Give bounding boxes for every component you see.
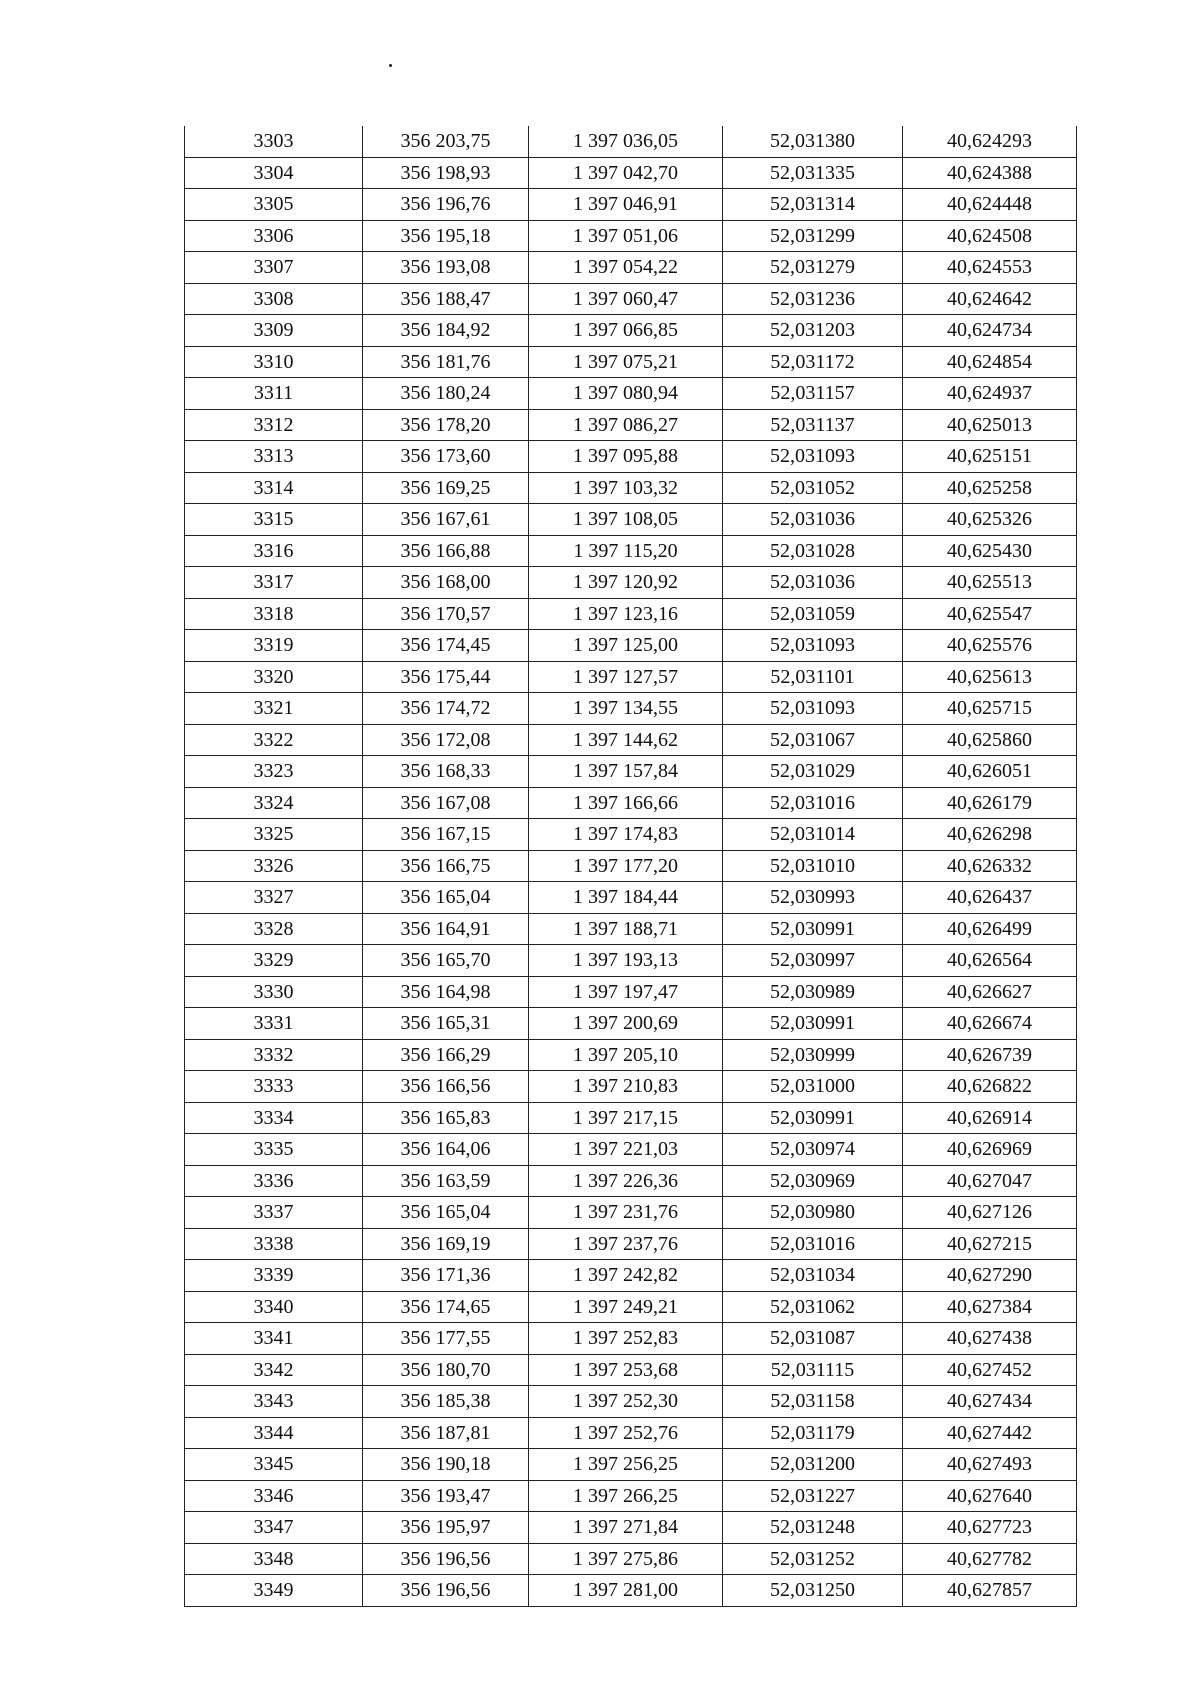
longitude-cell: 40,624388 xyxy=(903,157,1077,189)
table-row xyxy=(185,504,1077,536)
longitude-cell: 40,625513 xyxy=(903,567,1077,599)
table-row xyxy=(185,1260,1077,1292)
x-coordinate-cell: 356 177,55 xyxy=(363,1323,529,1355)
latitude-cell: 52,031036 xyxy=(723,567,903,599)
table-row xyxy=(185,1134,1077,1166)
longitude-cell: 40,625576 xyxy=(903,630,1077,662)
x-coordinate-cell: 356 196,76 xyxy=(363,189,529,221)
longitude-cell: 40,627215 xyxy=(903,1228,1077,1260)
y-coordinate-cell: 1 397 249,21 xyxy=(529,1291,723,1323)
latitude-cell: 52,031016 xyxy=(723,787,903,819)
table-row xyxy=(185,913,1077,945)
y-coordinate-cell: 1 397 066,85 xyxy=(529,315,723,347)
point-number-cell: 3338 xyxy=(185,1228,363,1260)
point-number-cell: 3311 xyxy=(185,378,363,410)
x-coordinate-cell: 356 187,81 xyxy=(363,1417,529,1449)
point-number-cell: 3327 xyxy=(185,882,363,914)
longitude-cell: 40,625326 xyxy=(903,504,1077,536)
latitude-cell: 52,031179 xyxy=(723,1417,903,1449)
longitude-cell: 40,626914 xyxy=(903,1102,1077,1134)
point-number-cell: 3317 xyxy=(185,567,363,599)
point-number-cell: 3318 xyxy=(185,598,363,630)
longitude-cell: 40,626332 xyxy=(903,850,1077,882)
x-coordinate-cell: 356 174,65 xyxy=(363,1291,529,1323)
latitude-cell: 52,030969 xyxy=(723,1165,903,1197)
latitude-cell: 52,031087 xyxy=(723,1323,903,1355)
x-coordinate-cell: 356 196,56 xyxy=(363,1543,529,1575)
x-coordinate-cell: 356 173,60 xyxy=(363,441,529,473)
x-coordinate-cell: 356 169,25 xyxy=(363,472,529,504)
point-number-cell: 3328 xyxy=(185,913,363,945)
y-coordinate-cell: 1 397 046,91 xyxy=(529,189,723,221)
table-row xyxy=(185,1480,1077,1512)
table-row xyxy=(185,189,1077,221)
latitude-cell: 52,031093 xyxy=(723,441,903,473)
longitude-cell: 40,627047 xyxy=(903,1165,1077,1197)
x-coordinate-cell: 356 203,75 xyxy=(363,126,529,157)
y-coordinate-cell: 1 397 205,10 xyxy=(529,1039,723,1071)
latitude-cell: 52,031101 xyxy=(723,661,903,693)
longitude-cell: 40,626674 xyxy=(903,1008,1077,1040)
latitude-cell: 52,031158 xyxy=(723,1386,903,1418)
coordinates-table xyxy=(184,126,1077,1607)
y-coordinate-cell: 1 397 275,86 xyxy=(529,1543,723,1575)
point-number-cell: 3316 xyxy=(185,535,363,567)
x-coordinate-cell: 356 165,31 xyxy=(363,1008,529,1040)
table-row xyxy=(185,1543,1077,1575)
point-number-cell: 3344 xyxy=(185,1417,363,1449)
latitude-cell: 52,031227 xyxy=(723,1480,903,1512)
x-coordinate-cell: 356 163,59 xyxy=(363,1165,529,1197)
y-coordinate-cell: 1 397 095,88 xyxy=(529,441,723,473)
x-coordinate-cell: 356 167,61 xyxy=(363,504,529,536)
latitude-cell: 52,030991 xyxy=(723,913,903,945)
y-coordinate-cell: 1 397 054,22 xyxy=(529,252,723,284)
y-coordinate-cell: 1 397 108,05 xyxy=(529,504,723,536)
point-number-cell: 3347 xyxy=(185,1512,363,1544)
latitude-cell: 52,030989 xyxy=(723,976,903,1008)
table-row xyxy=(185,252,1077,284)
point-number-cell: 3349 xyxy=(185,1575,363,1607)
table-row xyxy=(185,1575,1077,1607)
point-number-cell: 3333 xyxy=(185,1071,363,1103)
longitude-cell: 40,625258 xyxy=(903,472,1077,504)
y-coordinate-cell: 1 397 226,36 xyxy=(529,1165,723,1197)
table-row xyxy=(185,1228,1077,1260)
point-number-cell: 3339 xyxy=(185,1260,363,1292)
table-row xyxy=(185,1354,1077,1386)
x-coordinate-cell: 356 167,15 xyxy=(363,819,529,851)
longitude-cell: 40,625547 xyxy=(903,598,1077,630)
x-coordinate-cell: 356 184,92 xyxy=(363,315,529,347)
point-number-cell: 3343 xyxy=(185,1386,363,1418)
point-number-cell: 3313 xyxy=(185,441,363,473)
table-row xyxy=(185,535,1077,567)
y-coordinate-cell: 1 397 060,47 xyxy=(529,283,723,315)
point-number-cell: 3340 xyxy=(185,1291,363,1323)
y-coordinate-cell: 1 397 252,30 xyxy=(529,1386,723,1418)
x-coordinate-cell: 356 193,08 xyxy=(363,252,529,284)
latitude-cell: 52,031380 xyxy=(723,126,903,157)
x-coordinate-cell: 356 180,70 xyxy=(363,1354,529,1386)
table-row xyxy=(185,756,1077,788)
latitude-cell: 52,031036 xyxy=(723,504,903,536)
point-number-cell: 3305 xyxy=(185,189,363,221)
y-coordinate-cell: 1 397 134,55 xyxy=(529,693,723,725)
latitude-cell: 52,030991 xyxy=(723,1102,903,1134)
latitude-cell: 52,031250 xyxy=(723,1575,903,1607)
latitude-cell: 52,031016 xyxy=(723,1228,903,1260)
scan-speck xyxy=(389,64,392,67)
point-number-cell: 3348 xyxy=(185,1543,363,1575)
x-coordinate-cell: 356 166,29 xyxy=(363,1039,529,1071)
y-coordinate-cell: 1 397 210,83 xyxy=(529,1071,723,1103)
longitude-cell: 40,626179 xyxy=(903,787,1077,819)
x-coordinate-cell: 356 164,06 xyxy=(363,1134,529,1166)
point-number-cell: 3306 xyxy=(185,220,363,252)
y-coordinate-cell: 1 397 123,16 xyxy=(529,598,723,630)
y-coordinate-cell: 1 397 051,06 xyxy=(529,220,723,252)
y-coordinate-cell: 1 397 217,15 xyxy=(529,1102,723,1134)
table-row xyxy=(185,787,1077,819)
x-coordinate-cell: 356 169,19 xyxy=(363,1228,529,1260)
latitude-cell: 52,031014 xyxy=(723,819,903,851)
table-row xyxy=(185,346,1077,378)
table-row xyxy=(185,661,1077,693)
point-number-cell: 3320 xyxy=(185,661,363,693)
longitude-cell: 40,625013 xyxy=(903,409,1077,441)
y-coordinate-cell: 1 397 115,20 xyxy=(529,535,723,567)
x-coordinate-cell: 356 164,98 xyxy=(363,976,529,1008)
y-coordinate-cell: 1 397 177,20 xyxy=(529,850,723,882)
y-coordinate-cell: 1 397 184,44 xyxy=(529,882,723,914)
point-number-cell: 3345 xyxy=(185,1449,363,1481)
coordinates-table-body xyxy=(185,126,1077,1606)
y-coordinate-cell: 1 397 237,76 xyxy=(529,1228,723,1260)
y-coordinate-cell: 1 397 252,83 xyxy=(529,1323,723,1355)
x-coordinate-cell: 356 198,93 xyxy=(363,157,529,189)
longitude-cell: 40,624734 xyxy=(903,315,1077,347)
latitude-cell: 52,031000 xyxy=(723,1071,903,1103)
longitude-cell: 40,627782 xyxy=(903,1543,1077,1575)
y-coordinate-cell: 1 397 200,69 xyxy=(529,1008,723,1040)
longitude-cell: 40,626739 xyxy=(903,1039,1077,1071)
x-coordinate-cell: 356 190,18 xyxy=(363,1449,529,1481)
point-number-cell: 3332 xyxy=(185,1039,363,1071)
point-number-cell: 3342 xyxy=(185,1354,363,1386)
longitude-cell: 40,627434 xyxy=(903,1386,1077,1418)
table-row xyxy=(185,1102,1077,1134)
longitude-cell: 40,627452 xyxy=(903,1354,1077,1386)
longitude-cell: 40,624508 xyxy=(903,220,1077,252)
point-number-cell: 3323 xyxy=(185,756,363,788)
y-coordinate-cell: 1 397 174,83 xyxy=(529,819,723,851)
table-row xyxy=(185,850,1077,882)
y-coordinate-cell: 1 397 086,27 xyxy=(529,409,723,441)
longitude-cell: 40,626437 xyxy=(903,882,1077,914)
latitude-cell: 52,031335 xyxy=(723,157,903,189)
x-coordinate-cell: 356 174,45 xyxy=(363,630,529,662)
longitude-cell: 40,624293 xyxy=(903,126,1077,157)
table-row xyxy=(185,1008,1077,1040)
point-number-cell: 3303 xyxy=(185,126,363,157)
longitude-cell: 40,625430 xyxy=(903,535,1077,567)
point-number-cell: 3324 xyxy=(185,787,363,819)
table-row xyxy=(185,819,1077,851)
x-coordinate-cell: 356 195,97 xyxy=(363,1512,529,1544)
x-coordinate-cell: 356 168,33 xyxy=(363,756,529,788)
y-coordinate-cell: 1 397 080,94 xyxy=(529,378,723,410)
point-number-cell: 3331 xyxy=(185,1008,363,1040)
longitude-cell: 40,624642 xyxy=(903,283,1077,315)
longitude-cell: 40,624448 xyxy=(903,189,1077,221)
point-number-cell: 3309 xyxy=(185,315,363,347)
latitude-cell: 52,031203 xyxy=(723,315,903,347)
table-row xyxy=(185,472,1077,504)
longitude-cell: 40,624854 xyxy=(903,346,1077,378)
latitude-cell: 52,030999 xyxy=(723,1039,903,1071)
point-number-cell: 3336 xyxy=(185,1165,363,1197)
x-coordinate-cell: 356 195,18 xyxy=(363,220,529,252)
x-coordinate-cell: 356 174,72 xyxy=(363,693,529,725)
latitude-cell: 52,031157 xyxy=(723,378,903,410)
table-row xyxy=(185,409,1077,441)
point-number-cell: 3304 xyxy=(185,157,363,189)
point-number-cell: 3307 xyxy=(185,252,363,284)
table-row xyxy=(185,1323,1077,1355)
longitude-cell: 40,625715 xyxy=(903,693,1077,725)
table-row xyxy=(185,1417,1077,1449)
x-coordinate-cell: 356 165,04 xyxy=(363,1197,529,1229)
longitude-cell: 40,625151 xyxy=(903,441,1077,473)
point-number-cell: 3315 xyxy=(185,504,363,536)
table-row xyxy=(185,378,1077,410)
y-coordinate-cell: 1 397 127,57 xyxy=(529,661,723,693)
latitude-cell: 52,031010 xyxy=(723,850,903,882)
table-row xyxy=(185,945,1077,977)
latitude-cell: 52,031314 xyxy=(723,189,903,221)
longitude-cell: 40,626822 xyxy=(903,1071,1077,1103)
y-coordinate-cell: 1 397 042,70 xyxy=(529,157,723,189)
y-coordinate-cell: 1 397 271,84 xyxy=(529,1512,723,1544)
y-coordinate-cell: 1 397 197,47 xyxy=(529,976,723,1008)
point-number-cell: 3337 xyxy=(185,1197,363,1229)
y-coordinate-cell: 1 397 253,68 xyxy=(529,1354,723,1386)
latitude-cell: 52,030993 xyxy=(723,882,903,914)
longitude-cell: 40,627442 xyxy=(903,1417,1077,1449)
point-number-cell: 3325 xyxy=(185,819,363,851)
latitude-cell: 52,031137 xyxy=(723,409,903,441)
x-coordinate-cell: 356 181,76 xyxy=(363,346,529,378)
x-coordinate-cell: 356 166,56 xyxy=(363,1071,529,1103)
y-coordinate-cell: 1 397 242,82 xyxy=(529,1260,723,1292)
latitude-cell: 52,031279 xyxy=(723,252,903,284)
x-coordinate-cell: 356 165,83 xyxy=(363,1102,529,1134)
latitude-cell: 52,031029 xyxy=(723,756,903,788)
latitude-cell: 52,030991 xyxy=(723,1008,903,1040)
longitude-cell: 40,627126 xyxy=(903,1197,1077,1229)
y-coordinate-cell: 1 397 256,25 xyxy=(529,1449,723,1481)
point-number-cell: 3334 xyxy=(185,1102,363,1134)
x-coordinate-cell: 356 178,20 xyxy=(363,409,529,441)
table-row xyxy=(185,598,1077,630)
x-coordinate-cell: 356 168,00 xyxy=(363,567,529,599)
point-number-cell: 3321 xyxy=(185,693,363,725)
table-row xyxy=(185,1386,1077,1418)
y-coordinate-cell: 1 397 252,76 xyxy=(529,1417,723,1449)
table-row xyxy=(185,126,1077,157)
longitude-cell: 40,627640 xyxy=(903,1480,1077,1512)
point-number-cell: 3330 xyxy=(185,976,363,1008)
y-coordinate-cell: 1 397 125,00 xyxy=(529,630,723,662)
x-coordinate-cell: 356 185,38 xyxy=(363,1386,529,1418)
table-row xyxy=(185,724,1077,756)
table-row xyxy=(185,220,1077,252)
point-number-cell: 3335 xyxy=(185,1134,363,1166)
latitude-cell: 52,031172 xyxy=(723,346,903,378)
longitude-cell: 40,626969 xyxy=(903,1134,1077,1166)
latitude-cell: 52,031252 xyxy=(723,1543,903,1575)
point-number-cell: 3308 xyxy=(185,283,363,315)
longitude-cell: 40,625613 xyxy=(903,661,1077,693)
latitude-cell: 52,031299 xyxy=(723,220,903,252)
latitude-cell: 52,031052 xyxy=(723,472,903,504)
table-row xyxy=(185,1197,1077,1229)
point-number-cell: 3312 xyxy=(185,409,363,441)
longitude-cell: 40,626499 xyxy=(903,913,1077,945)
latitude-cell: 52,031093 xyxy=(723,693,903,725)
latitude-cell: 52,031062 xyxy=(723,1291,903,1323)
y-coordinate-cell: 1 397 281,00 xyxy=(529,1575,723,1607)
table-row xyxy=(185,1512,1077,1544)
table-row xyxy=(185,283,1077,315)
x-coordinate-cell: 356 171,36 xyxy=(363,1260,529,1292)
longitude-cell: 40,627290 xyxy=(903,1260,1077,1292)
latitude-cell: 52,031236 xyxy=(723,283,903,315)
table-row xyxy=(185,1039,1077,1071)
latitude-cell: 52,031093 xyxy=(723,630,903,662)
latitude-cell: 52,031034 xyxy=(723,1260,903,1292)
table-row xyxy=(185,1291,1077,1323)
longitude-cell: 40,626298 xyxy=(903,819,1077,851)
longitude-cell: 40,627438 xyxy=(903,1323,1077,1355)
y-coordinate-cell: 1 397 075,21 xyxy=(529,346,723,378)
x-coordinate-cell: 356 164,91 xyxy=(363,913,529,945)
y-coordinate-cell: 1 397 166,66 xyxy=(529,787,723,819)
y-coordinate-cell: 1 397 036,05 xyxy=(529,126,723,157)
longitude-cell: 40,627384 xyxy=(903,1291,1077,1323)
x-coordinate-cell: 356 180,24 xyxy=(363,378,529,410)
x-coordinate-cell: 356 188,47 xyxy=(363,283,529,315)
point-number-cell: 3319 xyxy=(185,630,363,662)
longitude-cell: 40,627857 xyxy=(903,1575,1077,1607)
longitude-cell: 40,627493 xyxy=(903,1449,1077,1481)
longitude-cell: 40,626051 xyxy=(903,756,1077,788)
x-coordinate-cell: 356 193,47 xyxy=(363,1480,529,1512)
y-coordinate-cell: 1 397 144,62 xyxy=(529,724,723,756)
x-coordinate-cell: 356 165,04 xyxy=(363,882,529,914)
table-row xyxy=(185,441,1077,473)
longitude-cell: 40,624553 xyxy=(903,252,1077,284)
longitude-cell: 40,624937 xyxy=(903,378,1077,410)
latitude-cell: 52,031028 xyxy=(723,535,903,567)
point-number-cell: 3326 xyxy=(185,850,363,882)
x-coordinate-cell: 356 172,08 xyxy=(363,724,529,756)
latitude-cell: 52,031115 xyxy=(723,1354,903,1386)
latitude-cell: 52,030997 xyxy=(723,945,903,977)
latitude-cell: 52,031059 xyxy=(723,598,903,630)
table-row xyxy=(185,976,1077,1008)
table-row xyxy=(185,1449,1077,1481)
latitude-cell: 52,031067 xyxy=(723,724,903,756)
longitude-cell: 40,626627 xyxy=(903,976,1077,1008)
latitude-cell: 52,030980 xyxy=(723,1197,903,1229)
y-coordinate-cell: 1 397 188,71 xyxy=(529,913,723,945)
point-number-cell: 3314 xyxy=(185,472,363,504)
y-coordinate-cell: 1 397 193,13 xyxy=(529,945,723,977)
table-row xyxy=(185,567,1077,599)
point-number-cell: 3346 xyxy=(185,1480,363,1512)
table-row xyxy=(185,882,1077,914)
table-row xyxy=(185,630,1077,662)
table-row xyxy=(185,1071,1077,1103)
x-coordinate-cell: 356 166,88 xyxy=(363,535,529,567)
x-coordinate-cell: 356 166,75 xyxy=(363,850,529,882)
x-coordinate-cell: 356 196,56 xyxy=(363,1575,529,1607)
y-coordinate-cell: 1 397 103,32 xyxy=(529,472,723,504)
latitude-cell: 52,031200 xyxy=(723,1449,903,1481)
point-number-cell: 3322 xyxy=(185,724,363,756)
point-number-cell: 3341 xyxy=(185,1323,363,1355)
longitude-cell: 40,627723 xyxy=(903,1512,1077,1544)
y-coordinate-cell: 1 397 221,03 xyxy=(529,1134,723,1166)
x-coordinate-cell: 356 175,44 xyxy=(363,661,529,693)
y-coordinate-cell: 1 397 231,76 xyxy=(529,1197,723,1229)
latitude-cell: 52,031248 xyxy=(723,1512,903,1544)
longitude-cell: 40,625860 xyxy=(903,724,1077,756)
table-row xyxy=(185,1165,1077,1197)
x-coordinate-cell: 356 170,57 xyxy=(363,598,529,630)
point-number-cell: 3329 xyxy=(185,945,363,977)
y-coordinate-cell: 1 397 120,92 xyxy=(529,567,723,599)
point-number-cell: 3310 xyxy=(185,346,363,378)
table-row xyxy=(185,315,1077,347)
table-row xyxy=(185,693,1077,725)
table-row xyxy=(185,157,1077,189)
latitude-cell: 52,030974 xyxy=(723,1134,903,1166)
y-coordinate-cell: 1 397 266,25 xyxy=(529,1480,723,1512)
x-coordinate-cell: 356 165,70 xyxy=(363,945,529,977)
y-coordinate-cell: 1 397 157,84 xyxy=(529,756,723,788)
x-coordinate-cell: 356 167,08 xyxy=(363,787,529,819)
longitude-cell: 40,626564 xyxy=(903,945,1077,977)
